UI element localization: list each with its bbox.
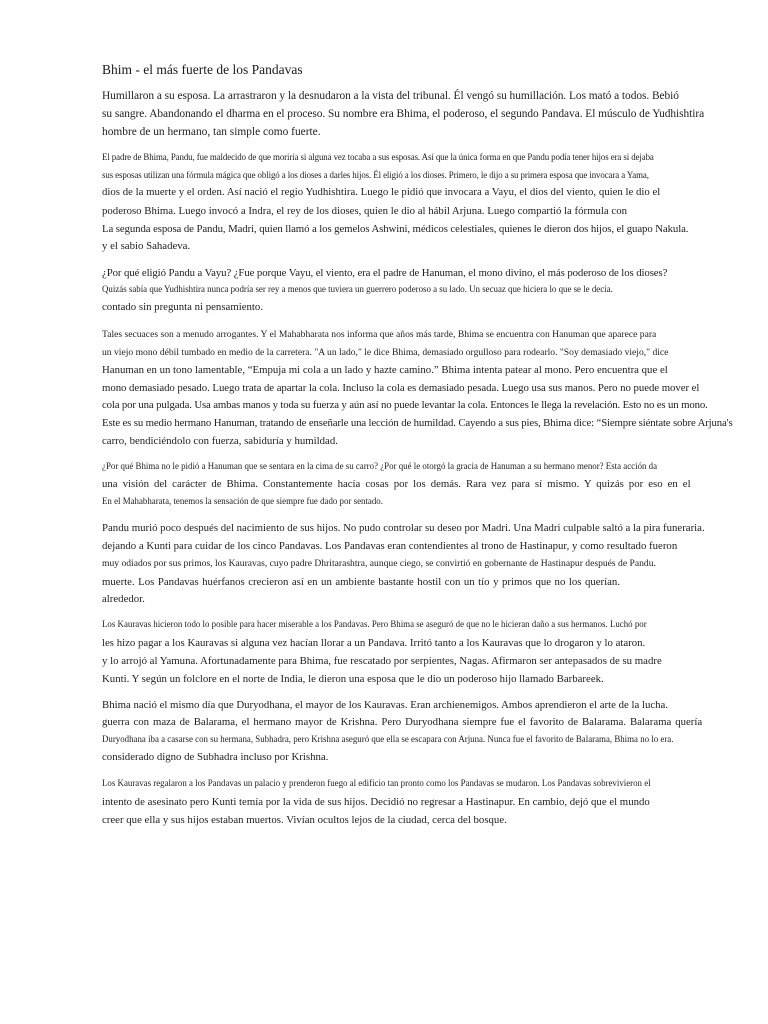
text-line: mono demasiado pesado. Luego trata de apartar la cola. Incluso la cola es demasiado pesada. Luego usa sus manos. Pero no puede mover el — [102, 382, 700, 394]
text-line: dejando a Kunti para cuidar de los cinco Pandavas. Los Pandavas eran contendientes al trono de Hastinapur, y como resultado fueron — [102, 540, 678, 552]
text-line: El padre de Bhima, Pandu, fue maldecido de que moriría si alguna vez tocaba a sus esposas. Así que la única forma en que Pandu podía tener hijos era si dejaba — [102, 152, 654, 162]
text-line: Bhima nació el mismo día que Duryodhana, el mayor de los Kauravas. Eran archienemigos. Ambos aprendieron el arte de la lucha. — [102, 699, 669, 711]
text-line: Tales secuaces son a menudo arrogantes. Y el Mahabharata nos informa que años más tarde, Bhima se encuentra con Hanuman que aparece para — [102, 329, 657, 340]
text-line: Hanuman en un tono lamentable, “Empuja mi cola a un lado y hazte camino.” Bhima intenta patear al mono. Pero encuentra que el — [102, 364, 668, 376]
text-line: y lo arrojó al Yamuna. Afortunadamente para Bhima, fue rescatado por serpientes, Nagas. Afirmaron ser antepasados de su madre — [102, 655, 662, 667]
text-line: Quizás sabía que Yudhishtira nunca podría ser rey a menos que tuviera un guerrero poderoso a su lado. Un secuaz que hiciera lo que se le decía. — [102, 284, 613, 294]
text-line: un viejo mono débil tumbado en medio de la carretera. "A un lado," le dice Bhima, demasiado orgulloso para rodearlo. "Soy demasiado viejo," dice — [102, 347, 669, 358]
text-line: muerte. Los Pandavas huérfanos crecieron así en un ambiente bastante hostil con un tío y primos que no los querían. — [102, 576, 621, 588]
text-line: muy odiados por sus primos, los Kauravas, cuyo padre Dhritarashtra, aunque ciego, se convirtió en gobernante de Hastinapur después de Pandu. — [102, 558, 656, 569]
text-line: ¿Por qué eligió Pandu a Vayu? ¿Fue porque Vayu, el viento, era el padre de Hanuman, el mono divino, el más poderoso de los dioses? — [102, 267, 668, 279]
text-line: guerra con maza de Balarama, el hermano mayor de Krishna. Pero Duryodhana siempre fue el favorito de Balarama. Balarama quería — [102, 716, 703, 728]
text-line: les hizo pagar a los Kauravas si alguna vez hacían llorar a un Pandava. Irritó tanto a los Kauravas que lo drogaron y lo ataron. — [102, 637, 646, 649]
text-line: hombre de un hermano, tan simple como fuerte. — [102, 126, 321, 138]
text-line: Kunti. Y según un folclore en el norte de India, le dieron una esposa que le dio un poderoso hijo llamado Barbareek. — [102, 673, 604, 685]
text-line: alrededor. — [102, 593, 145, 605]
text-line: Los Kauravas hicieron todo lo posible para hacer miserable a los Pandavas. Pero Bhima se aseguró de que no le hicieran daño a sus hermanos. Luchó por — [102, 619, 647, 629]
text-line: considerado digno de Subhadra incluso por Krishna. — [102, 751, 329, 763]
text-line: Los Kauravas regalaron a los Pandavas un palacio y prenderon fuego al edificio tan pronto como los Pandavas se mudaron. Los Pandavas sobrevivieron el — [102, 778, 651, 788]
text-line: contado sin pregunta ni pensamiento. — [102, 301, 264, 313]
text-line: Humillaron a su esposa. La arrastraron y la desnudaron a la vista del tribunal. Él vengó su humillación. Los mató a todos. Bebió — [102, 90, 679, 102]
document-title: Bhim - el más fuerte de los Pandavas — [102, 62, 303, 77]
text-line: carro, bendiciéndolo con fuerza, sabiduría y humildad. — [102, 435, 338, 447]
text-line: En el Mahabharata, tenemos la sensación de que siempre fue dado por sentado. — [102, 496, 383, 506]
text-line: ¿Por qué Bhima no le pidió a Hanuman que se sentara en la cima de su carro? ¿Por qué le otorgó la gracia de Hanuman a su hermano menor? Esta acción da — [102, 461, 658, 471]
text-line: creer que ella y sus hijos estaban muertos. Vivían ocultos lejos de la ciudad, cerca del bosque. — [102, 814, 507, 826]
text-line: Este es su medio hermano Hanuman, tratando de enseñarle una lección de humildad. Cayendo a sus pies, Bhima dice: “Siempre siéntate sobre Arjuna's — [102, 417, 733, 429]
text-line: intento de asesinato pero Kunti temía por la vida de sus hijos. Decidió no regresar a Hastinapur. En cambio, dejó que el mundo — [102, 796, 650, 808]
text-line: Pandu murió poco después del nacimiento de sus hijos. No pudo controlar su deseo por Madri. Una Madri culpable saltó a la pira funeraria. — [102, 522, 705, 534]
text-line: Duryodhana iba a casarse con su hermana, Subhadra, pero Krishna aseguró que ella se escapara con Arjuna. Nunca fue el favorito de Balarama, Bhima no lo era. — [102, 734, 674, 744]
text-line: cola por una pulgada. Usa ambas manos y toda su fuerza y aún así no puede levantar la cola. Entonces le llega la revelación. Esto no es un mono. — [102, 399, 708, 411]
text-line: La segunda esposa de Pandu, Madri, quien llamó a los gemelos Ashwini, médicos celestiales, quienes le dieron dos hijos, el guapo Nakula. — [102, 223, 689, 235]
text-line: una visión del carácter de Bhima. Constantemente hacía cosas por los demás. Rara vez para sí mismo. Y quizás por eso en el — [102, 478, 691, 490]
text-line: dios de la muerte y el orden. Así nació el regio Yudhishtira. Luego le pidió que invocara a Vayu, el dios del viento, quien le dio el — [102, 186, 661, 198]
text-line: su sangre. Abandonando el dharma en el proceso. Su nombre era Bhima, el poderoso, el segundo Pandava. El músculo de Yudhishtira — [102, 108, 705, 120]
text-line: poderoso Bhima. Luego invocó a Indra, el rey de los dioses, quien le dio al hábil Arjuna. Luego compartió la fórmula con — [102, 205, 628, 217]
text-line: y el sabio Sahadeva. — [102, 240, 191, 252]
text-line: sus esposas utilizan una fórmula mágica que obligó a los dioses a darles hijos. Él eligió a los dioses. Primero, le dijo a su primera esposa que invocara a Yama, — [102, 170, 649, 180]
